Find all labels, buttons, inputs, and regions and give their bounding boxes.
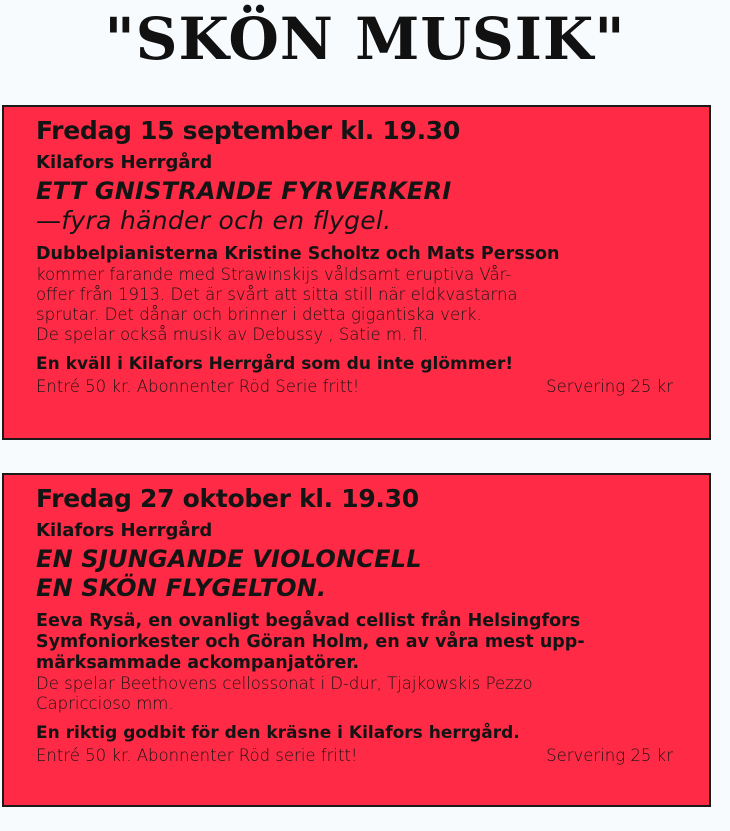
- event-serving-price: Servering 25 kr: [546, 746, 673, 765]
- event-footer: [36, 746, 709, 766]
- event-headline: EN SKÖN FLYGELTON.: [36, 574, 327, 602]
- event-body-line: De spelar Beethovens cellossonat i D-dur, Tjajkowskis Pezzo: [36, 674, 533, 693]
- event-subheadline: —fyra händer och en flygel.: [36, 206, 392, 235]
- event-venue: Kilafors Herrgård: [36, 520, 213, 541]
- event-lead: Dubbelpianisterna Kristine Scholtz och Mats Persson: [36, 244, 560, 264]
- event-lead-line: Symfoniorkester och Göran Holm, en av våra mest upp-: [36, 632, 585, 652]
- event-lead-line: Eeva Rysä, en ovanligt begåvad cellist från Helsingfors: [36, 611, 581, 631]
- event-lead-line: märksammade ackompanjatörer.: [36, 653, 360, 673]
- event-serving-price: Servering 25 kr: [546, 377, 673, 396]
- event-body-line: offer från 1913. Det är svårt att sitta still när eldkvastarna: [36, 285, 518, 304]
- event-card-1: [2, 105, 711, 440]
- poster-title: "SKÖN MUSIK": [104, 5, 626, 73]
- event-body-line: De spelar också musik av Debussy , Satie m. fl.: [36, 325, 429, 344]
- event-date: Fredag 27 oktober kl. 19.30: [36, 484, 419, 513]
- event-date: Fredag 15 september kl. 19.30: [36, 116, 460, 145]
- event-footer: [36, 377, 709, 397]
- event-body-line: kommer farande med Strawinskijs våldsamt eruptiva Vår-: [36, 265, 512, 284]
- event-card-2: [2, 473, 711, 807]
- event-headline: EN SJUNGANDE VIOLONCELL: [36, 545, 422, 573]
- event-headline: ETT GNISTRANDE FYRVERKERI: [36, 177, 452, 205]
- event-body-line: sprutar. Det dånar och brinner i detta gigantiska verk.: [36, 305, 482, 324]
- event-entry-price: Entré 50 kr. Abonnenter Röd Serie fritt!: [36, 377, 360, 396]
- event-tagline: En kväll i Kilafors Herrgård som du inte glömmer!: [36, 354, 514, 374]
- event-body-line: Capriccioso mm.: [36, 694, 174, 713]
- event-entry-price: Entré 50 kr. Abonnenter Röd serie fritt!: [36, 746, 358, 765]
- event-tagline: En riktig godbit för den kräsne i Kilafors herrgård.: [36, 723, 520, 743]
- event-venue: Kilafors Herrgård: [36, 152, 213, 173]
